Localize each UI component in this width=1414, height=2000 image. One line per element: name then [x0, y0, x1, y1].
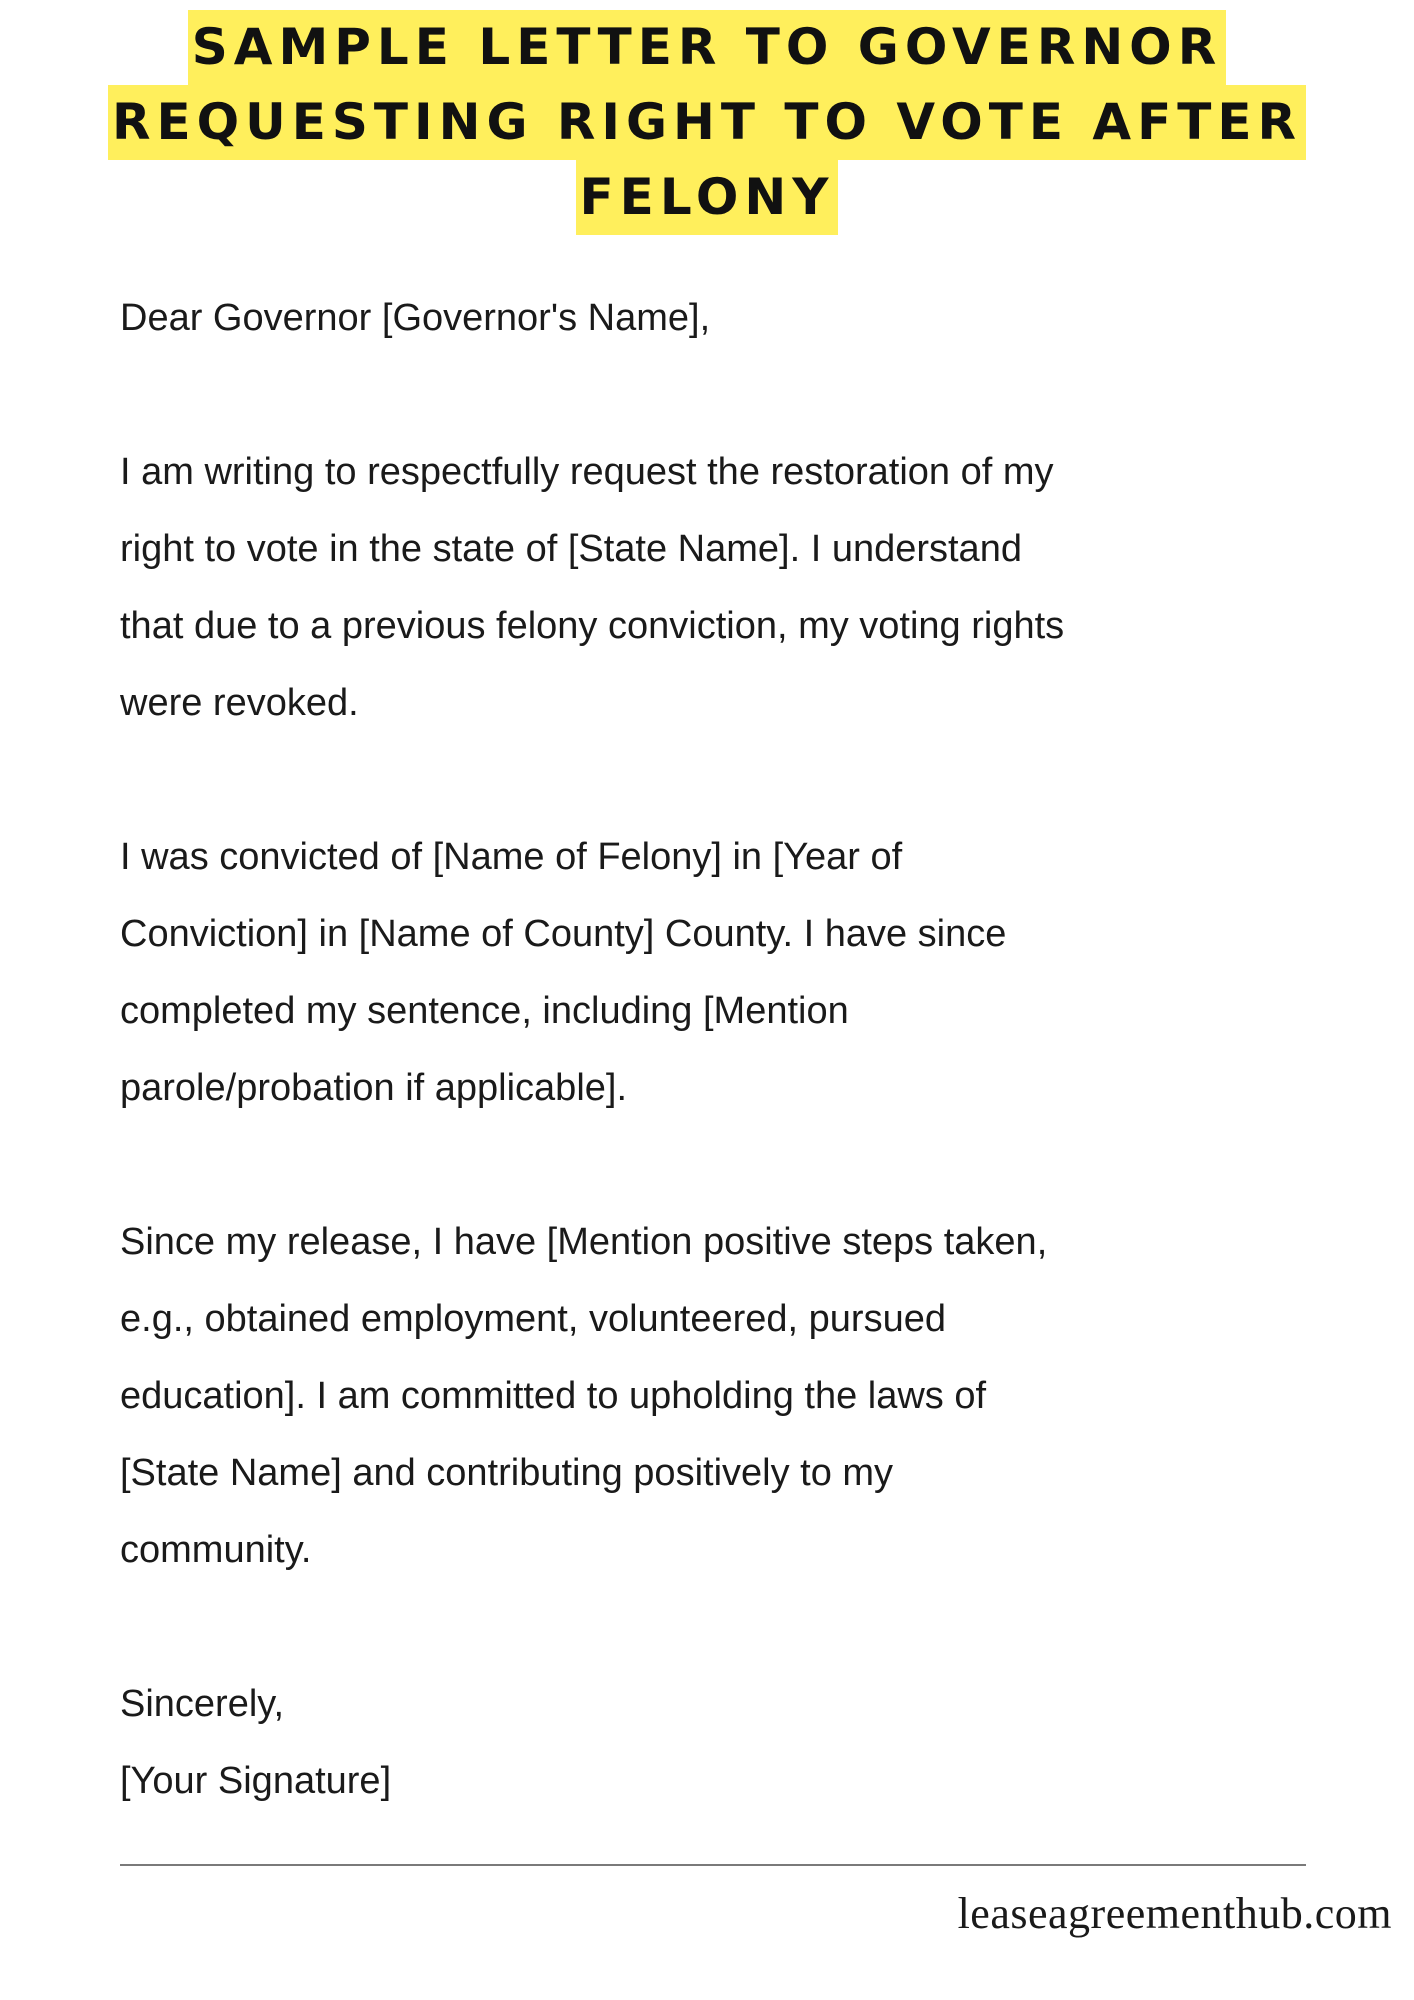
- paragraph-2: [120, 819, 1360, 1127]
- paragraph-line: right to vote in the state of [State Name]. I understand: [120, 528, 1022, 570]
- salutation: Dear Governor [Governor's Name],: [120, 297, 711, 339]
- paragraph-line: [State Name] and contributing positively to my: [120, 1452, 894, 1494]
- paragraph-line: completed my sentence, including [Mention: [120, 990, 849, 1032]
- paragraph-gap: [120, 1589, 1360, 1666]
- title-line-3: FELONY: [576, 160, 839, 235]
- title-line-1: SAMPLE LETTER TO GOVERNOR: [188, 10, 1226, 85]
- closing: Sincerely,: [120, 1683, 285, 1725]
- paragraph-gap: [120, 357, 1360, 434]
- paragraph-line: e.g., obtained employment, volunteered, pursued: [120, 1298, 946, 1340]
- paragraph-line: that due to a previous felony conviction, my voting rights: [120, 605, 1065, 647]
- paragraph-1: [120, 434, 1360, 742]
- signature-placeholder: [Your Signature]: [120, 1760, 392, 1802]
- paragraph-line: were revoked.: [120, 682, 359, 724]
- paragraph-line: parole/probation if applicable].: [120, 1067, 628, 1109]
- paragraph-3: [120, 1204, 1360, 1589]
- paragraph-line: I was convicted of [Name of Felony] in [Year of: [120, 836, 903, 878]
- letter-body: [120, 280, 1360, 1820]
- document-title: [0, 10, 1414, 235]
- paragraph-line: education]. I am committed to upholding the laws of: [120, 1375, 987, 1417]
- paragraph-line: Since my release, I have [Mention positive steps taken,: [120, 1221, 1048, 1263]
- paragraph-line: Conviction] in [Name of County] County. I have since: [120, 913, 1007, 955]
- footer-site-name: leaseagreementhub.com: [957, 1889, 1392, 1938]
- title-line-2: REQUESTING RIGHT TO VOTE AFTER: [108, 85, 1306, 160]
- paragraph-line: I am writing to respectfully request the restoration of my: [120, 451, 1054, 493]
- paragraph-gap: [120, 1127, 1360, 1204]
- paragraph-gap: [120, 742, 1360, 819]
- paragraph-line: community.: [120, 1529, 312, 1571]
- footer-divider: [120, 1864, 1306, 1866]
